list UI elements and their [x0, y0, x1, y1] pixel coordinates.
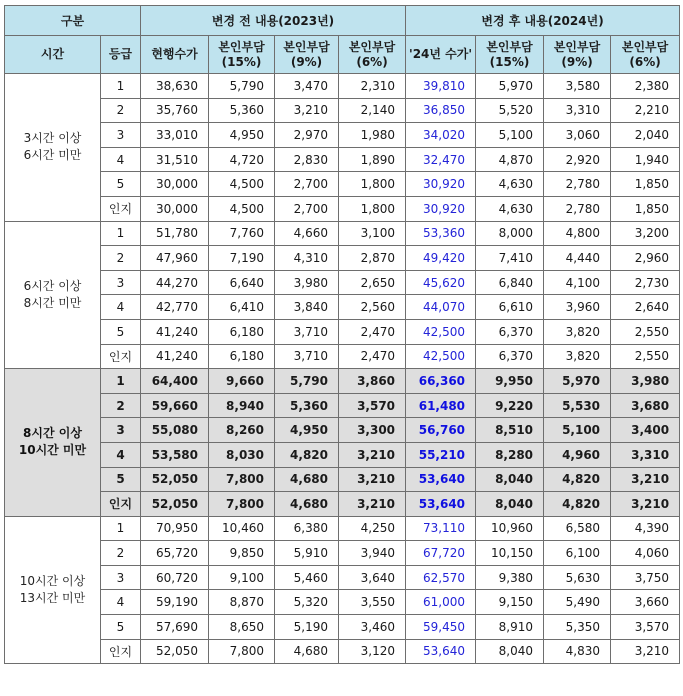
copay-6-before-cell: 3,640: [339, 565, 406, 590]
copay-9-after-cell: 2,920: [544, 147, 611, 172]
copay-6-before-cell: 3,570: [339, 393, 406, 418]
copay-6-before-cell: 1,980: [339, 123, 406, 148]
before-group-header: 변경 전 내용(2023년): [141, 6, 406, 36]
current-fee-cell: 57,690: [141, 615, 209, 640]
copay-9-before-cell: 2,700: [275, 196, 339, 221]
current-fee-cell: 64,400: [141, 369, 209, 394]
copay-15-before-cell: 7,800: [209, 492, 275, 517]
copay-15-before-cell: 8,650: [209, 615, 275, 640]
table-row: [5, 467, 680, 492]
current-fee-cell: 42,770: [141, 295, 209, 320]
copay-9-after-cell: 4,960: [544, 442, 611, 467]
copay-9-after-cell: 4,100: [544, 270, 611, 295]
copay-9-after-cell: 4,800: [544, 221, 611, 246]
after-group-header: 변경 후 내용(2024년): [406, 6, 680, 36]
time-range-cell: 3시간 이상 6시간 미만: [5, 74, 101, 222]
copay-9-before-header: 본인부담 (9%): [275, 36, 339, 74]
fee-2024-cell: 59,450: [406, 615, 476, 640]
copay-15-after-cell: 4,870: [476, 147, 544, 172]
current-fee-cell: 55,080: [141, 418, 209, 443]
copay-9-after-cell: 4,820: [544, 492, 611, 517]
current-fee-cell: 51,780: [141, 221, 209, 246]
copay-9-after-cell: 4,830: [544, 639, 611, 664]
copay-15-before-cell: 7,760: [209, 221, 275, 246]
copay-6-after-cell: 3,210: [611, 467, 680, 492]
copay-9-before-cell: 5,320: [275, 590, 339, 615]
table-body: [5, 74, 680, 664]
current-fee-cell: 59,190: [141, 590, 209, 615]
grade-cell: 3: [101, 270, 141, 295]
copay-6-after-cell: 2,040: [611, 123, 680, 148]
fee-2024-cell: 67,720: [406, 541, 476, 566]
copay-15-after-cell: 9,150: [476, 590, 544, 615]
copay-9-before-cell: 2,970: [275, 123, 339, 148]
copay-9-after-cell: 6,580: [544, 516, 611, 541]
copay-6-after-cell: 3,210: [611, 639, 680, 664]
copay-6-after-cell: 1,940: [611, 147, 680, 172]
copay-15-after-cell: 8,280: [476, 442, 544, 467]
copay-6-before-cell: 1,890: [339, 147, 406, 172]
grade-cell: 5: [101, 319, 141, 344]
copay-6-after-cell: 1,850: [611, 196, 680, 221]
copay-9-after-cell: 2,780: [544, 172, 611, 197]
copay-15-before-cell: 6,180: [209, 344, 275, 369]
copay-15-before-cell: 4,500: [209, 172, 275, 197]
grade-cell: 2: [101, 541, 141, 566]
current-fee-cell: 41,240: [141, 344, 209, 369]
copay-6-after-cell: 2,960: [611, 246, 680, 271]
copay-6-after-header: 본인부담 (6%): [611, 36, 680, 74]
table-row: [5, 639, 680, 664]
table-header: [5, 6, 680, 74]
table-row: [5, 492, 680, 517]
table-row: [5, 615, 680, 640]
table-row: [5, 74, 680, 99]
copay-6-before-cell: 3,300: [339, 418, 406, 443]
copay-6-before-cell: 3,210: [339, 467, 406, 492]
copay-9-before-cell: 3,840: [275, 295, 339, 320]
grade-cell: 4: [101, 590, 141, 615]
fee-2024-cell: 39,810: [406, 74, 476, 99]
table-row: [5, 418, 680, 443]
copay-15-after-cell: 9,220: [476, 393, 544, 418]
copay-9-after-cell: 5,100: [544, 418, 611, 443]
copay-15-before-cell: 6,180: [209, 319, 275, 344]
grade-cell: 4: [101, 295, 141, 320]
fee-2024-cell: 62,570: [406, 565, 476, 590]
copay-6-after-cell: 3,680: [611, 393, 680, 418]
grade-cell: 3: [101, 418, 141, 443]
fee-2024-cell: 30,920: [406, 196, 476, 221]
copay-15-after-cell: 5,520: [476, 98, 544, 123]
copay-6-after-cell: 4,060: [611, 541, 680, 566]
copay-15-after-cell: 4,630: [476, 172, 544, 197]
fee-2024-cell: 55,210: [406, 442, 476, 467]
current-fee-header: 현행수가: [141, 36, 209, 74]
copay-9-before-cell: 4,660: [275, 221, 339, 246]
copay-6-before-cell: 2,470: [339, 319, 406, 344]
current-fee-cell: 35,760: [141, 98, 209, 123]
copay-9-after-cell: 5,530: [544, 393, 611, 418]
current-fee-cell: 65,720: [141, 541, 209, 566]
current-fee-cell: 60,720: [141, 565, 209, 590]
table-row: [5, 98, 680, 123]
copay-6-after-cell: 3,980: [611, 369, 680, 394]
grade-cell: 1: [101, 74, 141, 99]
grade-cell: 인지: [101, 196, 141, 221]
copay-15-before-cell: 8,260: [209, 418, 275, 443]
table-row: [5, 295, 680, 320]
table-row: [5, 196, 680, 221]
table-row: [5, 147, 680, 172]
copay-15-before-cell: 6,640: [209, 270, 275, 295]
current-fee-cell: 44,270: [141, 270, 209, 295]
fee-2024-cell: 61,000: [406, 590, 476, 615]
copay-9-after-cell: 5,970: [544, 369, 611, 394]
copay-15-before-cell: 8,870: [209, 590, 275, 615]
copay-6-before-cell: 3,460: [339, 615, 406, 640]
copay-9-before-cell: 4,310: [275, 246, 339, 271]
copay-15-after-cell: 6,370: [476, 319, 544, 344]
fee-2024-cell: 73,110: [406, 516, 476, 541]
copay-6-after-cell: 3,210: [611, 492, 680, 517]
copay-6-before-cell: 2,470: [339, 344, 406, 369]
current-fee-cell: 70,950: [141, 516, 209, 541]
copay-15-after-cell: 6,370: [476, 344, 544, 369]
fee-2024-cell: 53,360: [406, 221, 476, 246]
table-row: [5, 442, 680, 467]
copay-9-before-cell: 5,460: [275, 565, 339, 590]
time-header: 시간: [5, 36, 101, 74]
grade-cell: 인지: [101, 344, 141, 369]
table-row: [5, 172, 680, 197]
copay-9-before-cell: 5,190: [275, 615, 339, 640]
fee-2024-cell: 66,360: [406, 369, 476, 394]
copay-6-before-cell: 3,210: [339, 442, 406, 467]
copay-9-before-cell: 6,380: [275, 516, 339, 541]
fee-2024-cell: 44,070: [406, 295, 476, 320]
fee-2024-cell: 53,640: [406, 492, 476, 517]
copay-15-after-cell: 9,950: [476, 369, 544, 394]
grade-cell: 4: [101, 147, 141, 172]
table-row: [5, 369, 680, 394]
copay-9-after-header: 본인부담 (9%): [544, 36, 611, 74]
copay-15-after-cell: 7,410: [476, 246, 544, 271]
copay-9-before-cell: 3,710: [275, 344, 339, 369]
table-row: [5, 541, 680, 566]
grade-cell: 2: [101, 246, 141, 271]
copay-9-after-cell: 4,820: [544, 467, 611, 492]
copay-6-after-cell: 2,640: [611, 295, 680, 320]
copay-6-before-cell: 3,100: [339, 221, 406, 246]
copay-6-after-cell: 3,200: [611, 221, 680, 246]
copay-15-before-cell: 8,940: [209, 393, 275, 418]
copay-15-after-cell: 8,000: [476, 221, 544, 246]
table-row: [5, 565, 680, 590]
copay-15-after-cell: 8,910: [476, 615, 544, 640]
current-fee-cell: 59,660: [141, 393, 209, 418]
copay-9-after-cell: 3,580: [544, 74, 611, 99]
fee-2024-header: '24년 수가': [406, 36, 476, 74]
fee-2024-cell: 32,470: [406, 147, 476, 172]
copay-9-before-cell: 3,980: [275, 270, 339, 295]
copay-15-before-cell: 8,030: [209, 442, 275, 467]
copay-15-after-cell: 5,100: [476, 123, 544, 148]
copay-6-after-cell: 4,390: [611, 516, 680, 541]
copay-15-before-cell: 9,100: [209, 565, 275, 590]
copay-15-before-cell: 10,460: [209, 516, 275, 541]
copay-9-before-cell: 4,680: [275, 639, 339, 664]
copay-6-before-cell: 2,310: [339, 74, 406, 99]
copay-15-after-cell: 8,040: [476, 492, 544, 517]
fee-table: [4, 5, 680, 664]
copay-6-before-cell: 4,250: [339, 516, 406, 541]
grade-cell: 3: [101, 565, 141, 590]
table-row: [5, 246, 680, 271]
grade-cell: 인지: [101, 492, 141, 517]
copay-6-before-cell: 3,940: [339, 541, 406, 566]
copay-15-before-cell: 7,800: [209, 639, 275, 664]
table-row: [5, 516, 680, 541]
copay-6-after-cell: 1,850: [611, 172, 680, 197]
copay-6-after-cell: 3,400: [611, 418, 680, 443]
fee-2024-cell: 49,420: [406, 246, 476, 271]
copay-9-before-cell: 4,680: [275, 492, 339, 517]
fee-2024-cell: 45,620: [406, 270, 476, 295]
copay-9-before-cell: 4,820: [275, 442, 339, 467]
current-fee-cell: 30,000: [141, 172, 209, 197]
copay-15-after-cell: 5,970: [476, 74, 544, 99]
grade-header: 등급: [101, 36, 141, 74]
copay-6-before-cell: 3,210: [339, 492, 406, 517]
fee-2024-cell: 53,640: [406, 639, 476, 664]
copay-9-after-cell: 5,490: [544, 590, 611, 615]
copay-15-before-cell: 4,720: [209, 147, 275, 172]
grade-cell: 2: [101, 98, 141, 123]
copay-15-before-cell: 7,190: [209, 246, 275, 271]
current-fee-cell: 52,050: [141, 639, 209, 664]
copay-9-after-cell: 3,960: [544, 295, 611, 320]
copay-15-after-cell: 8,040: [476, 639, 544, 664]
current-fee-cell: 31,510: [141, 147, 209, 172]
copay-6-before-cell: 2,870: [339, 246, 406, 271]
table-row: [5, 344, 680, 369]
copay-9-before-cell: 3,710: [275, 319, 339, 344]
copay-9-after-cell: 5,630: [544, 565, 611, 590]
copay-9-after-cell: 4,440: [544, 246, 611, 271]
copay-9-before-cell: 3,210: [275, 98, 339, 123]
copay-9-before-cell: 3,470: [275, 74, 339, 99]
copay-15-after-cell: 10,150: [476, 541, 544, 566]
copay-15-before-header: 본인부담 (15%): [209, 36, 275, 74]
copay-15-before-cell: 9,660: [209, 369, 275, 394]
copay-6-after-cell: 2,210: [611, 98, 680, 123]
current-fee-cell: 52,050: [141, 467, 209, 492]
copay-6-before-cell: 2,560: [339, 295, 406, 320]
grade-cell: 2: [101, 393, 141, 418]
copay-6-before-cell: 1,800: [339, 196, 406, 221]
copay-15-after-cell: 4,630: [476, 196, 544, 221]
copay-15-after-cell: 10,960: [476, 516, 544, 541]
copay-6-before-cell: 3,860: [339, 369, 406, 394]
current-fee-cell: 53,580: [141, 442, 209, 467]
time-range-cell: 8시간 이상 10시간 미만: [5, 369, 101, 517]
copay-9-after-cell: 3,060: [544, 123, 611, 148]
current-fee-cell: 41,240: [141, 319, 209, 344]
copay-6-before-header: 본인부담 (6%): [339, 36, 406, 74]
copay-6-after-cell: 2,380: [611, 74, 680, 99]
copay-6-before-cell: 2,140: [339, 98, 406, 123]
copay-15-before-cell: 9,850: [209, 541, 275, 566]
grade-cell: 인지: [101, 639, 141, 664]
time-range-cell: 6시간 이상 8시간 미만: [5, 221, 101, 369]
current-fee-cell: 33,010: [141, 123, 209, 148]
grade-cell: 5: [101, 615, 141, 640]
copay-6-before-cell: 1,800: [339, 172, 406, 197]
copay-15-after-cell: 8,040: [476, 467, 544, 492]
copay-6-after-cell: 2,550: [611, 344, 680, 369]
table-row: [5, 319, 680, 344]
grade-cell: 4: [101, 442, 141, 467]
copay-6-after-cell: 3,310: [611, 442, 680, 467]
copay-9-before-cell: 2,830: [275, 147, 339, 172]
copay-9-before-cell: 4,950: [275, 418, 339, 443]
copay-6-after-cell: 3,660: [611, 590, 680, 615]
fee-2024-cell: 42,500: [406, 319, 476, 344]
fee-2024-cell: 61,480: [406, 393, 476, 418]
current-fee-cell: 47,960: [141, 246, 209, 271]
copay-9-before-cell: 5,360: [275, 393, 339, 418]
grade-cell: 1: [101, 516, 141, 541]
copay-6-after-cell: 2,550: [611, 319, 680, 344]
time-range-cell: 10시간 이상 13시간 미만: [5, 516, 101, 664]
table-row: [5, 221, 680, 246]
copay-15-after-cell: 6,610: [476, 295, 544, 320]
grade-cell: 3: [101, 123, 141, 148]
table-row: [5, 123, 680, 148]
category-header: 구분: [5, 6, 141, 36]
copay-15-after-cell: 6,840: [476, 270, 544, 295]
copay-15-before-cell: 5,790: [209, 74, 275, 99]
copay-9-after-cell: 2,780: [544, 196, 611, 221]
fee-2024-cell: 53,640: [406, 467, 476, 492]
copay-9-before-cell: 2,700: [275, 172, 339, 197]
current-fee-cell: 52,050: [141, 492, 209, 517]
current-fee-cell: 38,630: [141, 74, 209, 99]
copay-15-before-cell: 5,360: [209, 98, 275, 123]
copay-6-after-cell: 3,570: [611, 615, 680, 640]
copay-15-before-cell: 4,950: [209, 123, 275, 148]
copay-9-after-cell: 3,310: [544, 98, 611, 123]
copay-9-before-cell: 5,910: [275, 541, 339, 566]
grade-cell: 5: [101, 172, 141, 197]
copay-9-after-cell: 3,820: [544, 344, 611, 369]
copay-6-before-cell: 2,650: [339, 270, 406, 295]
copay-6-before-cell: 3,120: [339, 639, 406, 664]
copay-15-after-header: 본인부담 (15%): [476, 36, 544, 74]
copay-9-before-cell: 4,680: [275, 467, 339, 492]
copay-15-after-cell: 9,380: [476, 565, 544, 590]
current-fee-cell: 30,000: [141, 196, 209, 221]
table-row: [5, 590, 680, 615]
fee-2024-cell: 30,920: [406, 172, 476, 197]
fee-2024-cell: 42,500: [406, 344, 476, 369]
grade-cell: 5: [101, 467, 141, 492]
grade-cell: 1: [101, 369, 141, 394]
grade-cell: 1: [101, 221, 141, 246]
copay-9-after-cell: 5,350: [544, 615, 611, 640]
copay-15-before-cell: 4,500: [209, 196, 275, 221]
copay-6-before-cell: 3,550: [339, 590, 406, 615]
copay-6-after-cell: 3,750: [611, 565, 680, 590]
table-row: [5, 270, 680, 295]
copay-15-before-cell: 7,800: [209, 467, 275, 492]
copay-15-after-cell: 8,510: [476, 418, 544, 443]
fee-2024-cell: 34,020: [406, 123, 476, 148]
copay-9-after-cell: 6,100: [544, 541, 611, 566]
copay-6-after-cell: 2,730: [611, 270, 680, 295]
table-row: [5, 393, 680, 418]
fee-2024-cell: 56,760: [406, 418, 476, 443]
fee-2024-cell: 36,850: [406, 98, 476, 123]
copay-15-before-cell: 6,410: [209, 295, 275, 320]
copay-9-after-cell: 3,820: [544, 319, 611, 344]
copay-9-before-cell: 5,790: [275, 369, 339, 394]
